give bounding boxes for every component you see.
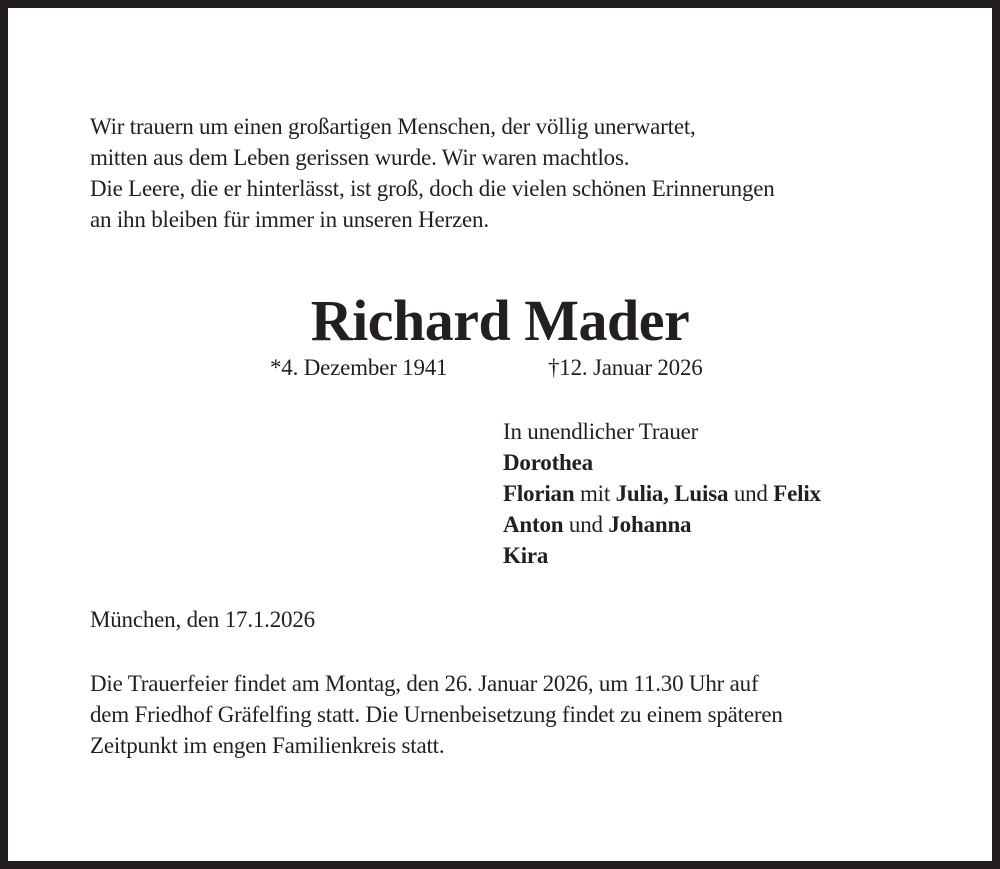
family-line (503, 447, 593, 478)
intro-line: mitten aus dem Leben gerissen wurde. Wir waren machtlos. (90, 145, 630, 170)
mourning-heading: In unendlicher Trauer (503, 419, 699, 444)
family-name: Anton (503, 512, 564, 537)
family-line (503, 509, 691, 540)
connector: mit (574, 481, 616, 506)
place-date: München, den 17.1.2026 (90, 607, 315, 632)
intro-line: an ihn bleiben für immer in unseren Herzen. (90, 207, 489, 232)
intro-line: Wir trauern um einen großartigen Menschen, der völlig unerwartet, (90, 114, 696, 139)
family-line (503, 540, 548, 571)
deceased-name: Richard Mader (310, 288, 690, 353)
family-name: Florian (503, 481, 575, 506)
closing-line: Zeitpunkt im engen Familienkreis statt. (90, 733, 445, 758)
birth-date: *4. Dezember 1941 (270, 355, 448, 380)
death-date: †12. Januar 2026 (548, 355, 703, 380)
family-name: Julia, Luisa (615, 481, 729, 506)
family-name: Felix (773, 481, 821, 506)
family-name: Johanna (608, 512, 692, 537)
closing-line: Die Trauerfeier findet am Montag, den 26. Januar 2026, um 11.30 Uhr auf (90, 671, 759, 696)
family-name: Dorothea (503, 450, 593, 475)
closing-line: dem Friedhof Gräfelfing statt. Die Urnenbeisetzung findet zu einem späteren (90, 702, 783, 727)
family-name: Kira (503, 543, 549, 568)
intro-line: Die Leere, die er hinterlässt, ist groß, doch die vielen schönen Erinnerungen (90, 176, 775, 201)
connector: und (563, 512, 609, 537)
connector: und (728, 481, 774, 506)
family-line (503, 478, 821, 509)
